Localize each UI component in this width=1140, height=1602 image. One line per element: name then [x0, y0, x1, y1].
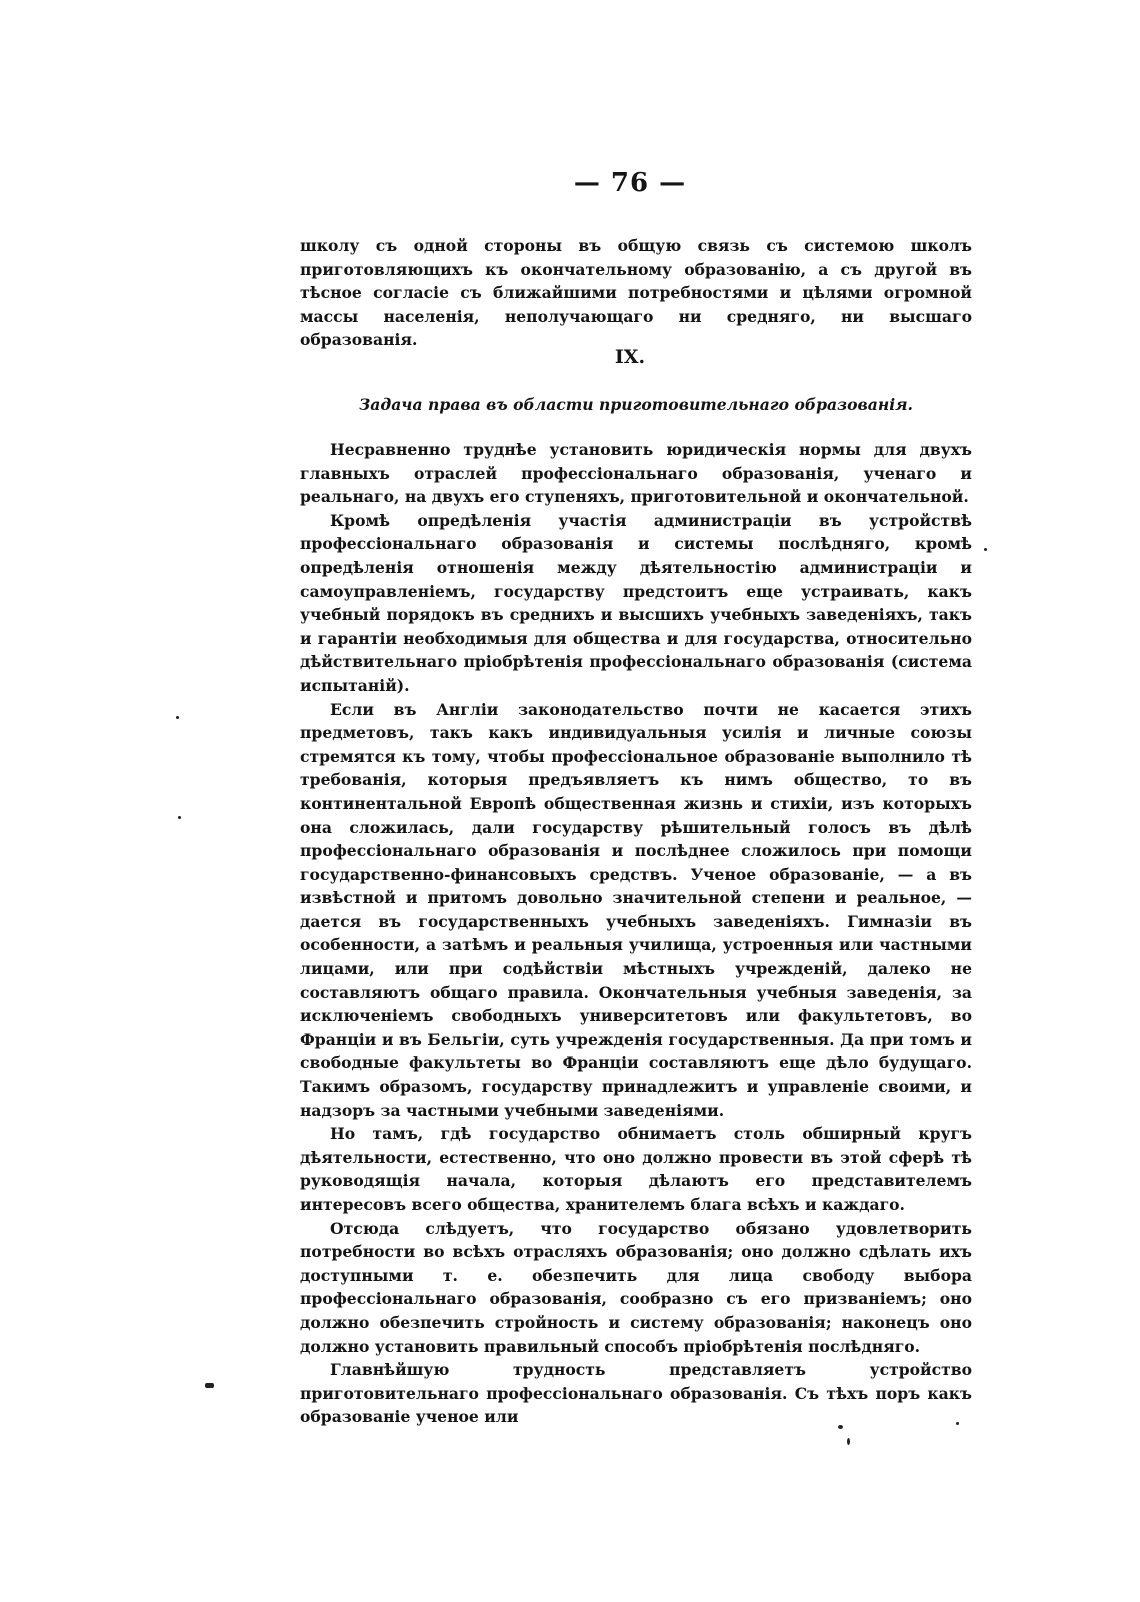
- scan-speck: [847, 1438, 850, 1445]
- page-number: — 76 —: [573, 168, 687, 198]
- body-text: [300, 438, 972, 1429]
- paragraph: Но тамъ, гдѣ государство обнимаетъ столь обширный кругъ дѣятельности, естественно, что оно должно провести въ этой сферѣ тѣ руководящія начала, которыя дѣлаютъ его представителемъ интересовъ всего общества, хранителемъ блага всѣхъ и каждаго.: [300, 1124, 972, 1214]
- paragraph: Главнѣйшую трудность представляетъ устройство приготовительнаго профессіональнаго образованія. Съ тѣхъ поръ какъ образованіе ученое или: [300, 1360, 972, 1427]
- scan-speck: [956, 1422, 959, 1425]
- scan-speck: [984, 548, 987, 551]
- paragraph: Несравненно труднѣе установить юридическія нормы для двухъ главныхъ отраслей профессіональнаго образованія, ученаго и реальнаго, на двухъ его ступеняхъ, приготовительной и окончательной.: [300, 440, 972, 507]
- scan-speck: [178, 816, 181, 819]
- scan-speck: [838, 1425, 843, 1429]
- section-title: Задача права въ области приготовительнаго образованія.: [359, 395, 913, 414]
- section-number: IX.: [614, 346, 646, 368]
- intro-paragraph: школу съ одной стороны въ общую связь съ системою школъ приготовляющихъ къ окончательному образованію, а съ другой въ тѣсное согласіе съ ближайшими потребностями и цѣлями огромной массы населенія, неполучающаго ни средняго, ни высшаго образованія.: [300, 236, 972, 350]
- paragraph: Если въ Англіи законодательство почти не касается этихъ предметовъ, такъ какъ индивидуальныя усилія и личные союзы стремятся къ тому, чтобы профессіональное образованіе выполнило тѣ требованія, которыя предъявляетъ къ нимъ общество, то въ континентальной Европѣ общественная жизнь и стихіи, изъ которыхъ она сложилась, дали государству рѣшительный голосъ въ дѣлѣ профессіональнаго образованія и послѣднее сложилось при помощи государственно-финансовыхъ средствъ. Ученое образованіе, — а въ извѣстной и притомъ довольно значительной степени и реальное, — дается въ государственныхъ учебныхъ заведеніяхъ. Гимназіи въ особенности, а затѣмъ и реальныя училища, устроенныя или частными лицами, или при содѣйствіи мѣстныхъ учрежденій, далеко не составляютъ общаго правила. Окончательныя учебныя заведенія, за исключеніемъ свободныхъ университетовъ или факультетовъ, во Франціи и въ Бельгіи, суть учрежденія государственныя. Да при томъ и свободные факультеты во Франціи составляютъ еще дѣло будущаго. Такимъ образомъ, государству принадлежитъ и управленіе своими, и надзоръ за частными учебными заведеніями.: [300, 699, 972, 1120]
- paragraph: Отсюда слѣдуетъ, что государство обязано удовлетворить потребности во всѣхъ отрасляхъ образованія; оно должно сдѣлать ихъ доступными т. е. обезпечить для лица свободу выбора профессіональнаго образованія, сообразно съ его призваніемъ; оно должно обезпечить стройность и систему образованія; наконецъ оно должно установить правильный способъ пріобрѣтенія послѣдняго.: [300, 1218, 972, 1356]
- intro-paragraph-block: [300, 234, 972, 352]
- scan-speck: [176, 716, 179, 719]
- paragraph: Кромѣ опредѣленія участія администраціи въ устройствѣ профессіональнаго образованія и системы послѣдняго, кромѣ опредѣленія отношенія между дѣятельностію администраціи и самоуправленіемъ, государству предстоитъ еще устраивать, какъ учебный порядокъ въ среднихъ и высшихъ учебныхъ заведеніяхъ, такъ и гарантіи необходимыя для общества и для государства, относительно дѣйствительнаго пріобрѣтенія профессіональнаго образованія (система испытаній).: [300, 510, 972, 695]
- scan-speck: [205, 1383, 214, 1388]
